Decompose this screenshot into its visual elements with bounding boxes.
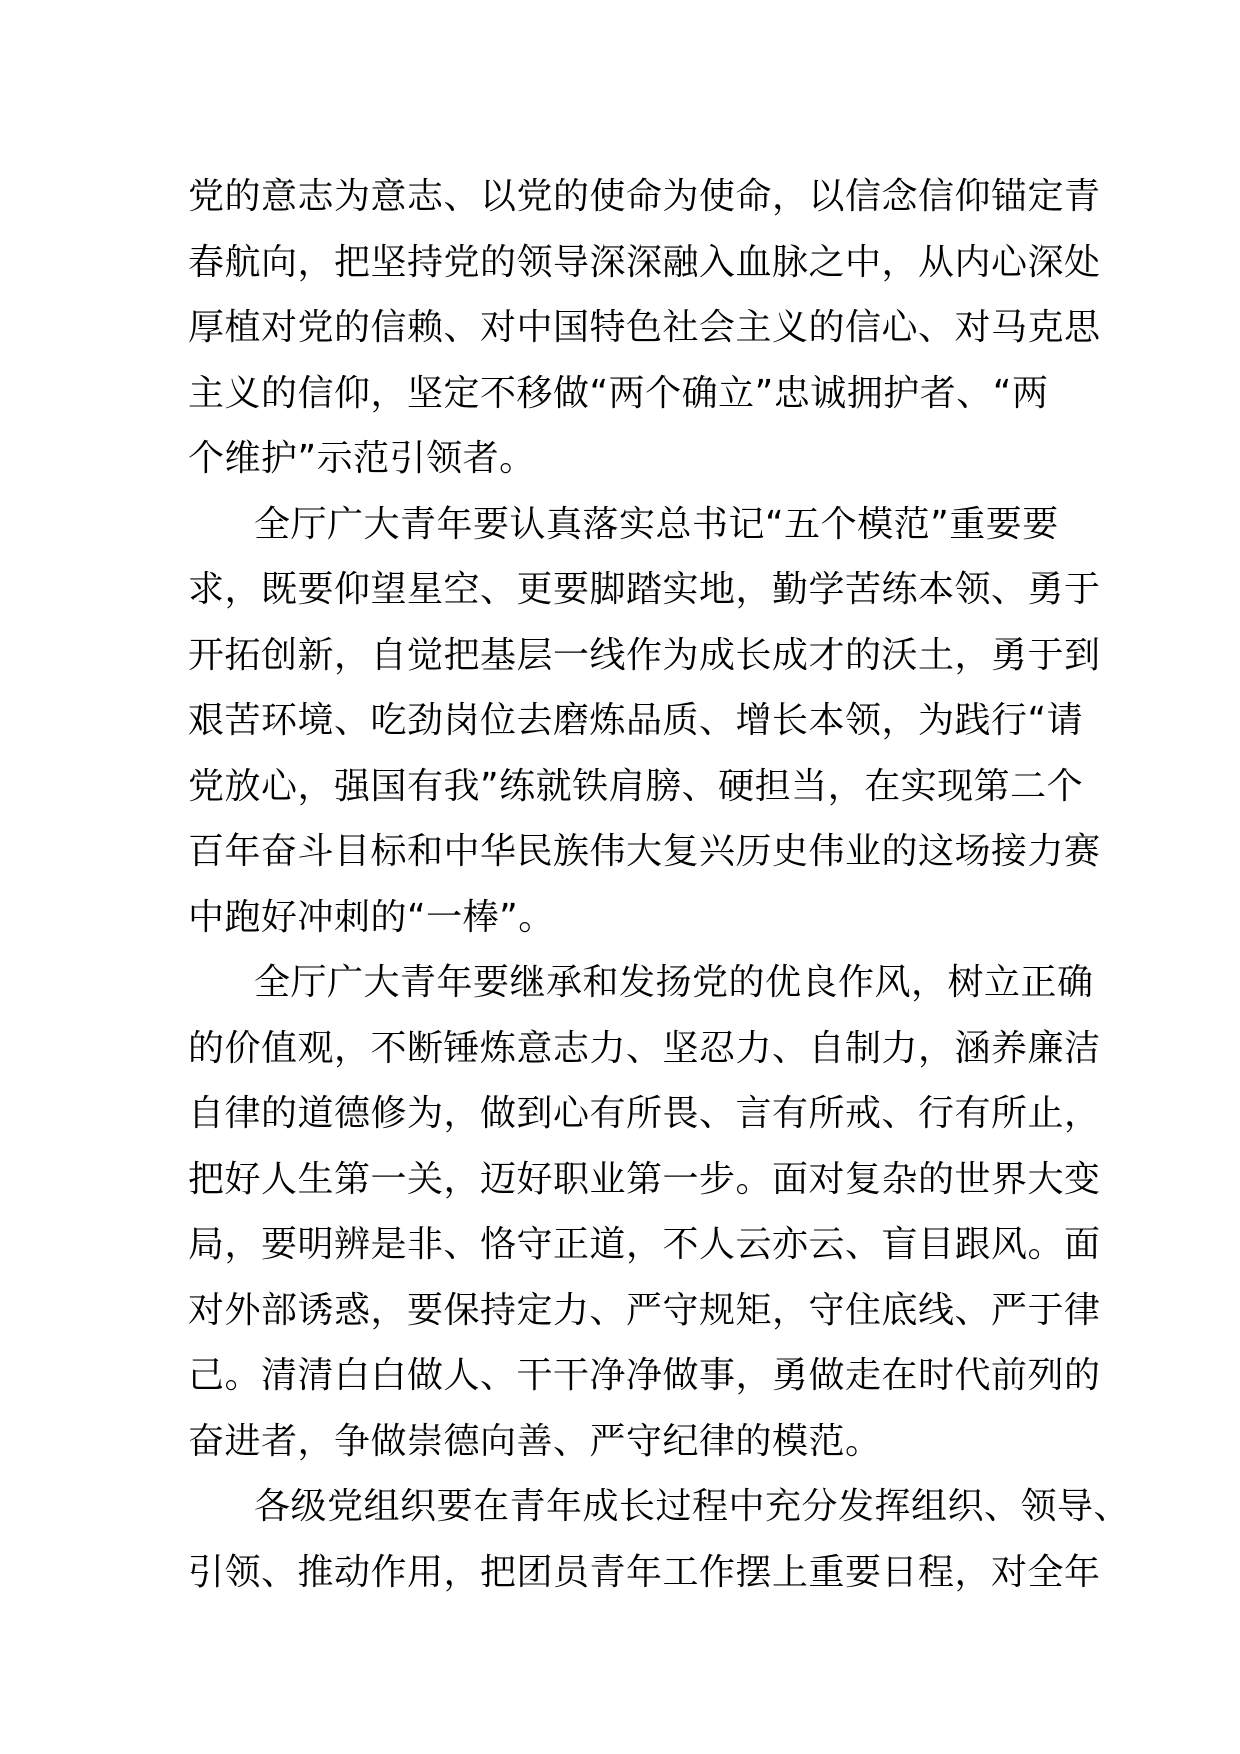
document-body: [188, 164, 1131, 1605]
text-line: 引领、推动作用，把团员青年工作摆上重要日程，对全年: [188, 1551, 1101, 1593]
text-line: 厚植对党的信赖、对中国特色社会主义的信心、对马克思: [188, 307, 1101, 348]
text-line: 百年奋斗目标和中华民族伟大复兴历史伟业的这场接力赛: [188, 831, 1101, 872]
paragraph: [188, 950, 1101, 1474]
text-line: 党的意志为意志、以党的使命为使命，以信念信仰锚定青: [188, 176, 1101, 217]
text-line: 党放心，强国有我”练就铁肩膀、硬担当，在实现第二个: [188, 765, 1084, 807]
text-line: 艰苦环境、吃劲岗位去磨炼品质、增长本领，为践行“请: [188, 700, 1084, 741]
text-line: 开拓创新，自觉把基层一线作为成长成才的沃土，勇于到: [188, 634, 1101, 676]
text-line: 的价值观，不断锤炼意志力、坚忍力、自制力，涵养廉洁: [188, 1027, 1101, 1069]
text-line: 各级党组织要在青年成长过程中充分发挥组织、领导、: [254, 1486, 1131, 1527]
text-line: 对外部诱惑，要保持定力、严守规矩，守住底线、严于律: [188, 1289, 1101, 1331]
text-line: 全厅广大青年要认真落实总书记“五个模范”重要要: [254, 503, 1059, 545]
text-line: 求，既要仰望星空、更要脚踏实地，勤学苦练本领、勇于: [188, 569, 1101, 610]
text-line: 中跑好冲刺的“一棒”。: [188, 896, 555, 938]
text-line: 自律的道德修为，做到心有所畏、言有所戒、行有所止，: [188, 1093, 1101, 1134]
text-line: 个维护”示范引领者。: [188, 438, 536, 479]
paragraph: [188, 492, 1101, 951]
paragraph: [188, 164, 1101, 492]
text-line: 全厅广大青年要继承和发扬党的优良作风，树立正确: [254, 962, 1094, 1003]
text-line: 主义的信仰，坚定不移做“两个确立”忠诚拥护者、“两: [188, 372, 1049, 414]
text-line: 局，要明辨是非、恪守正道，不人云亦云、盲目跟风。面: [188, 1224, 1101, 1265]
text-line: 把好人生第一关，迈好职业第一步。面对复杂的世界大变: [188, 1158, 1101, 1200]
text-line: 春航向，把坚持党的领导深深融入血脉之中，从内心深处: [188, 241, 1101, 283]
text-line: 己。清清白白做人、干干净净做事，勇做走在时代前列的: [188, 1355, 1101, 1396]
text-line: 奋进者，争做崇德向善、严守纪律的模范。: [188, 1420, 882, 1462]
paragraph: [188, 1474, 1131, 1605]
